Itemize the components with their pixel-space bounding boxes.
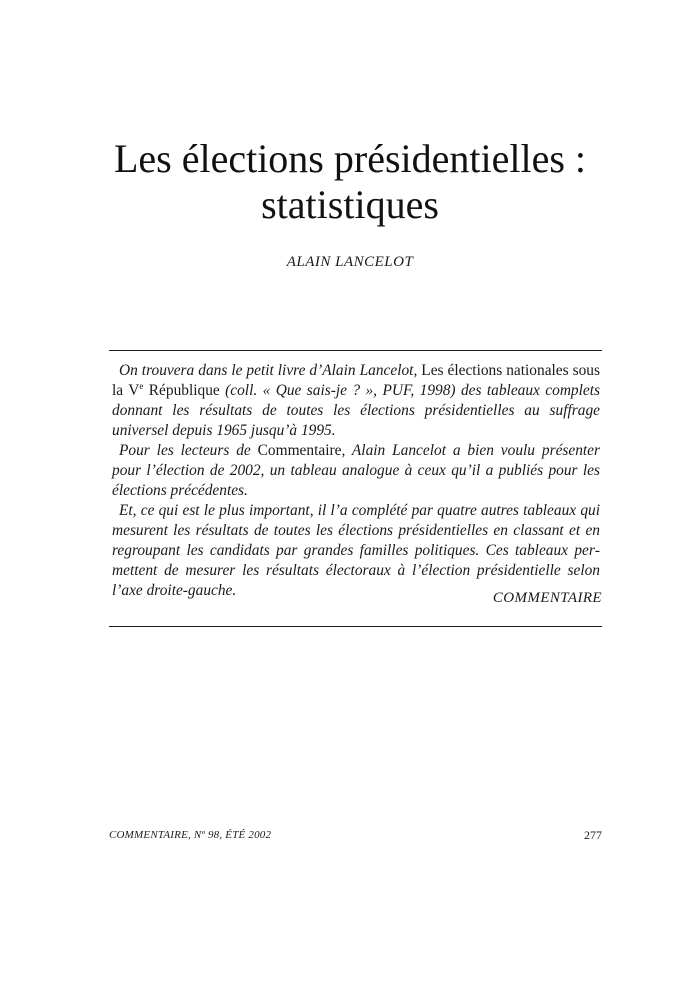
article-title-line-1: Les élections présidentielles : [113,136,587,181]
page-number: 277 [584,828,602,842]
book-title-superscript: e [139,380,144,391]
abstract-top-rule [109,350,602,351]
footer-journal: COMMENTAIRE, Nº 98, ÉTÉ 2002 [109,829,272,841]
abstract-paragraph-3: Et, ce qui est le plus important, il l’a complété par quatre autres tableaux qui mesurent les résultats de toutes les élections présidentielles en classant et en regroupant les candidats par grandes familles politiques. Ces tableaux permettent de mesurer les résultats électoraux à l’élection présidentielle selon l’axe droite-gauche. [112,502,600,599]
abstract-p1-intro: On trouvera dans le petit livre d’Alain Lancelot, [119,362,422,379]
abstract-paragraph-2 [112,441,600,501]
article-title [0,136,700,228]
abstract-box [112,361,600,601]
abstract-p2-rest: , Alain Lancelot a bien voulu présenter pour l’élection de 2002, un tableau analogue à ceux qu’il a publiés pour les élections précédentes. [112,442,601,499]
abstract-paragraph-1 [112,361,600,441]
abstract-bottom-rule [109,626,602,627]
book-title-end: République [143,382,226,399]
article-title-line-2: statistiques [261,182,439,227]
journal-name: Commentaire [257,442,342,459]
abstract-p1-rest: (coll. « Que sais-je ? », PUF, 1998) des tableaux complets donnant les résultats de toutes les élections présidentielles au suffrage universel depuis 1965 jusqu’à 1995. [112,382,600,439]
book-title-text: Les élections nationales sous la V [112,362,600,399]
abstract-p2-intro: Pour les lecteurs de [119,442,258,459]
article-author: ALAIN LANCELOT [286,254,414,270]
abstract-signature: COMMENTAIRE [492,590,602,606]
